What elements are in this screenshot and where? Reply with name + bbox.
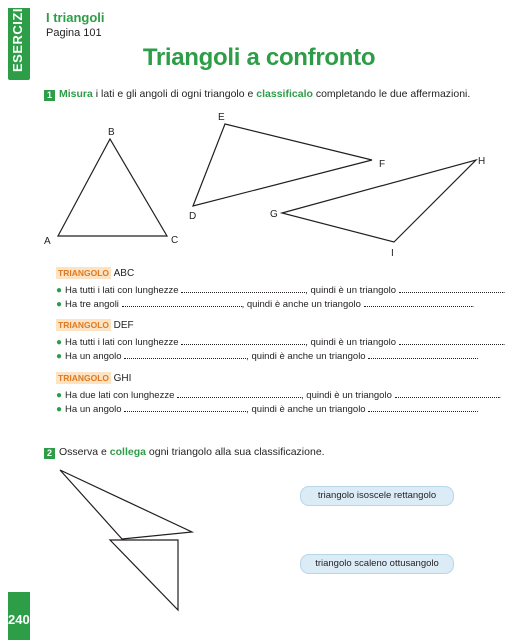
- option-isoscele-rettangolo[interactable]: triangolo isoscele rettangolo: [300, 486, 454, 506]
- answer-blank[interactable]: [181, 284, 305, 293]
- answer-blank[interactable]: [399, 284, 503, 293]
- answer-blank[interactable]: [368, 403, 476, 412]
- exercise-2-number: 2: [44, 448, 55, 459]
- keyword-classificalo: classificalo: [256, 88, 313, 100]
- triangle-tag: TRIANGOLO: [58, 268, 109, 278]
- page-reference: Pagina 101: [46, 27, 102, 39]
- page-title: Triangoli a confronto: [142, 44, 376, 71]
- triangle-abc: [58, 139, 167, 236]
- def-statement-2: ● Ha un angolo , quindi è anche un triangolo .: [56, 351, 479, 362]
- ghi-statement-2: ● Ha un angolo , quindi è anche un triangolo .: [56, 404, 479, 415]
- vertex-b: B: [108, 127, 115, 138]
- vertex-i: I: [391, 248, 394, 259]
- vertex-e: E: [218, 112, 225, 123]
- triangle-name: DEF: [113, 320, 134, 331]
- triangle-def: [193, 124, 372, 206]
- vertex-c: C: [171, 235, 179, 246]
- vertex-f: F: [379, 159, 386, 170]
- triangle-ex2-isosceles-right: [110, 540, 178, 610]
- triangle-tag: TRIANGOLO: [58, 320, 109, 330]
- instruction-text: Osserva e: [59, 446, 110, 458]
- answer-blank[interactable]: [122, 298, 242, 307]
- answer-blank[interactable]: [124, 403, 246, 412]
- answer-blank[interactable]: [177, 389, 301, 398]
- exercise-1-number: 1: [44, 90, 55, 101]
- instruction-text: i lati e gli angoli di ogni triangolo e: [92, 88, 257, 100]
- answer-blank[interactable]: [181, 336, 305, 345]
- keyword-collega: collega: [109, 446, 146, 458]
- side-tab-label: ESERCIZI: [10, 8, 25, 72]
- triangle-def-heading: [56, 320, 134, 331]
- answer-blank[interactable]: [395, 389, 499, 398]
- triangle-ghi: [282, 160, 476, 242]
- instruction-text: ogni triangolo alla sua classificazione.: [145, 446, 325, 458]
- answer-blank[interactable]: [364, 298, 472, 307]
- option-scaleno-ottusangolo[interactable]: triangolo scaleno ottusangolo: [300, 554, 454, 574]
- vertex-d: D: [189, 211, 197, 222]
- abc-statement-1: ● Ha tutti i lati con lunghezze , quindi è un triangolo .: [56, 285, 506, 296]
- answer-blank[interactable]: [368, 350, 476, 359]
- vertex-a: A: [44, 236, 51, 247]
- vertex-g: G: [270, 209, 278, 220]
- triangle-name: GHI: [113, 373, 132, 384]
- triangle-ghi-heading: [56, 373, 131, 384]
- ghi-statement-1: ● Ha due lati con lunghezze , quindi è un triangolo .: [56, 390, 502, 401]
- answer-blank[interactable]: [124, 350, 246, 359]
- vertex-h: H: [478, 156, 486, 167]
- page-number: 240: [8, 612, 30, 627]
- keyword-misura: Misura: [59, 88, 93, 100]
- triangle-name: ABC: [113, 268, 135, 279]
- triangle-ex2-scalene: [60, 470, 192, 539]
- abc-statement-2: ● Ha tre angoli , quindi è anche un triangolo .: [56, 299, 475, 310]
- exercise-2-instruction: [44, 446, 325, 459]
- instruction-text: completando le due affermazioni.: [312, 88, 471, 100]
- section-title: I triangoli: [46, 10, 105, 25]
- triangle-abc-heading: [56, 268, 134, 279]
- triangle-tag: TRIANGOLO: [58, 373, 109, 383]
- answer-blank[interactable]: [399, 336, 503, 345]
- def-statement-1: ● Ha tutti i lati con lunghezze , quindi è un triangolo .: [56, 337, 506, 348]
